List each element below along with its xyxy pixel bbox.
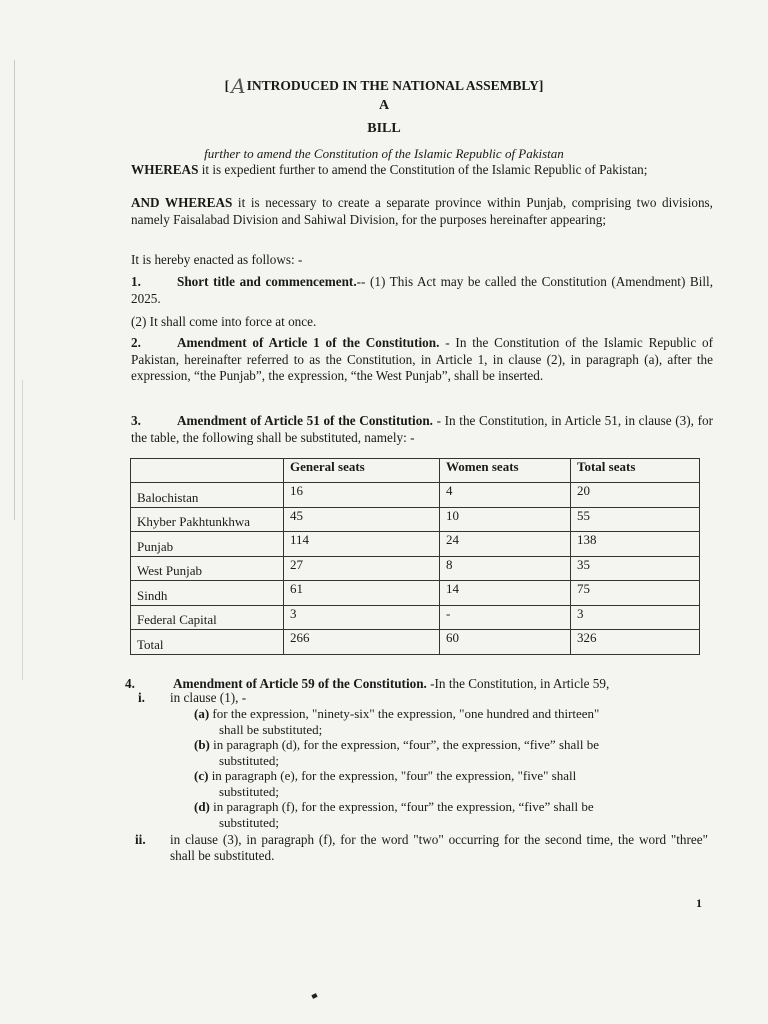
table-cell: 14 [440,581,571,606]
table-header [131,459,284,483]
initials-signature: A [231,74,245,98]
table-cell: 10 [440,507,571,532]
table-cell: 266 [284,630,440,655]
table-cell: Khyber Pakhtunkhwa [131,507,284,532]
table-cell: 20 [571,483,700,508]
table-row [131,630,700,655]
introduced-stamp: [ A INTRODUCED IN THE NATIONAL ASSEMBLY] [224,74,544,98]
table-cell: 16 [284,483,440,508]
table-cell: 3 [571,605,700,630]
table-cell: - [440,605,571,630]
table-cell: 35 [571,556,700,581]
table-cell: Punjab [131,532,284,557]
table-cell: 24 [440,532,571,557]
sub-clause-b: (b) in paragraph (d), for the expression, “four”, the expression, “five” shall be substituted; [194,737,600,768]
table-cell: 3 [284,605,440,630]
table-cell: 61 [284,581,440,606]
table-row [131,556,700,581]
table-cell: Sindh [131,581,284,606]
sub-clause-c: (c) in paragraph (e), for the expression, "four" the expression, "five" shall substituted; [194,768,577,799]
table-row [131,532,700,557]
whereas-paragraph: WHEREAS it is expedient further to amend the Constitution of the Islamic Republic of Pakistan; [131,162,648,177]
clause-i-text: in clause (1), - [170,690,247,705]
section-1: 1. Short title and commencement.-- (1) This Act may be called the Constitution (Amendment) Bill, 2025. [131,274,714,306]
section-1-clause-2: (2) It shall come into force at once. [131,314,317,329]
enacting-clause: It is hereby enacted as follows: - [131,252,303,267]
table-row [131,581,700,606]
table-row [131,605,700,630]
bill-subtitle: further to amend the Constitution of the Islamic Republic of Pakistan [204,146,564,161]
page-number: 1 [696,896,702,910]
table-cell: 326 [571,630,700,655]
sub-clause-a: (a) for the expression, "ninety-six" the expression, "one hundred and thirteen" shall be substituted; [194,706,600,737]
table-header: General seats [284,459,440,483]
table-cell: 45 [284,507,440,532]
table-row [131,507,700,532]
table-cell: 138 [571,532,700,557]
table-cell: 55 [571,507,700,532]
table-cell: 114 [284,532,440,557]
table-header-row [131,459,700,483]
binding-edge [22,380,23,680]
table-header: Total seats [571,459,700,483]
seats-table [130,458,700,655]
sub-clause-d: (d) in paragraph (f), for the expression, “four” the expression, “five” shall be substituted; [194,799,594,830]
heading-bill: BILL [367,121,401,136]
section-4: 4. Amendment of Article 59 of the Constitution. -In the Constitution, in Article 59, [125,676,610,691]
table-cell: Total [131,630,284,655]
table-cell: 8 [440,556,571,581]
table-header: Women seats [440,459,571,483]
clause-i-label: i. [138,690,145,705]
table-cell: West Punjab [131,556,284,581]
section-2: 2. Amendment of Article 1 of the Constitution. - In the Constitution of the Islamic Republic of Pakistan, hereinafter referred to as the Constitution, in Article 1, in clause (2), in paragraph (a), after the expression, “the Punjab”, the expression, “the West Punjab”, shall be inserted. [131,335,713,383]
table-cell: Federal Capital [131,605,284,630]
table-cell: 4 [440,483,571,508]
table-cell: 27 [284,556,440,581]
table-cell: 75 [571,581,700,606]
stamp-text: INTRODUCED IN THE NATIONAL ASSEMBLY] [246,78,544,93]
and-whereas-paragraph: AND WHEREAS it is necessary to create a separate province within Punjab, comprising two divisions, namely Faisalabad Division and Sahiwal Division, for the purposes hereinafter appearing; [131,195,713,227]
ink-speck [311,993,317,999]
clause-ii-label: ii. [135,832,146,847]
table-cell: 60 [440,630,571,655]
table-row [131,483,700,508]
section-3: 3. Amendment of Article 51 of the Constitution. - In the Constitution, in Article 51, in clause (3), for the table, the following shall be substituted, namely: - [131,413,713,445]
clause-ii-text: in clause (3), in paragraph (f), for the word "two" occurring for the second time, the word "three" shall be substituted. [170,832,708,863]
table-cell: Balochistan [131,483,284,508]
heading-article: A [378,98,390,113]
